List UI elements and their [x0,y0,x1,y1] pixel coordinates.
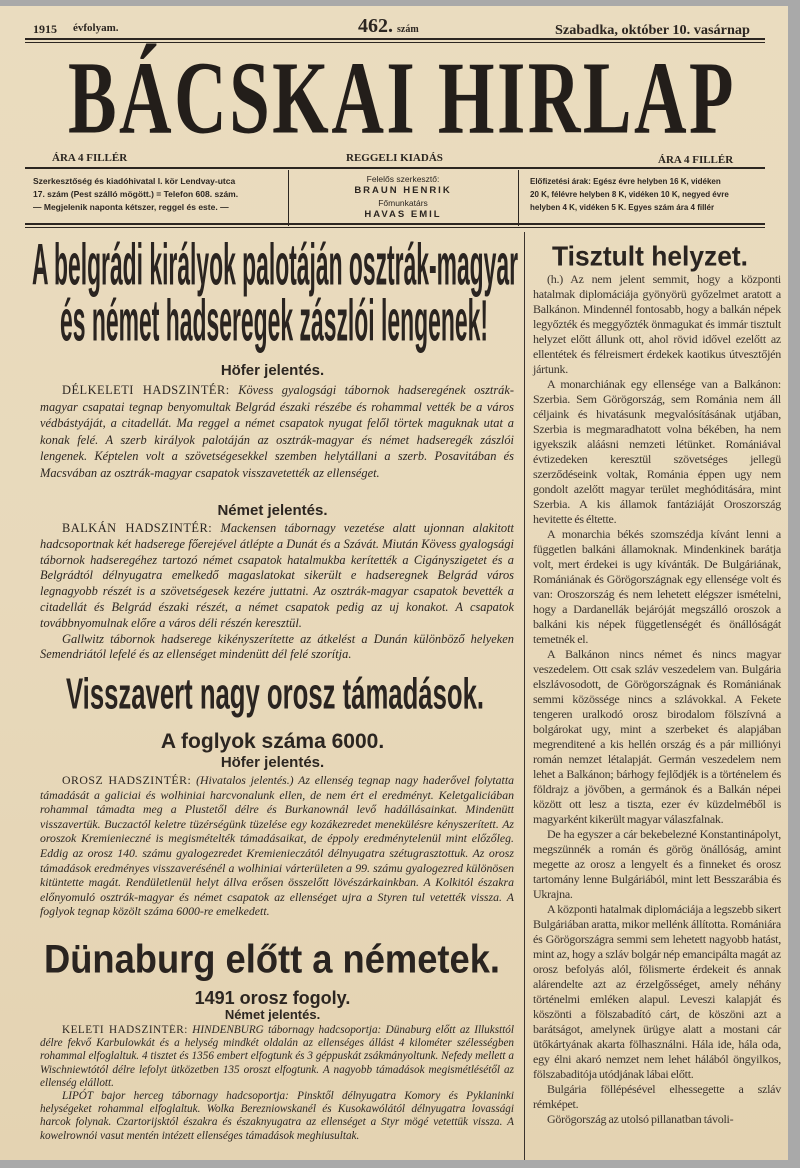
coworker-name: HAVAS EMIL [364,209,442,220]
issue-number: 462. [358,15,393,37]
editorial-paragraph: A monarchia békés szomszédja kívánt lenni a független balkáni államoknak. Mindenkinek barátja volt, mert érdekei is ugy kívánták. De Bulgáriának, Romániának és Görögországnak egy ellensége volt és van: Oroszország és nem lehetett elégszer ismételni, hogy a Dardanellák bejáróját megszálló oroszok a balkáni kis népek függetlenségét és önállóságát temetnék el. [533,527,781,646]
volume-label: évfolyam. [73,22,119,34]
report-1-lead: DÉLKELETI HADSZINTÉR: [62,383,230,397]
report-2-body [40,521,514,661]
office-line: — Megjelenik naponta kétszer, reggel és este. — [33,202,229,212]
editor-name: BRAUN HENRIK [354,185,452,196]
report-3-text: (Hivatalos jelentés.) Az ellenség tegnap nagy haderővel folytatta támadását a galiciai és wolhiniai harcvonalunk ellen, de nem ért el eredményt. Keletgaliciában rohammal támadta meg a Plustetől délre és Burkanownál levő hadállásainkat. Mindenütt visszavertük. Buczactól keletre tüzérségünk tüzelése egy kozákezredet menekülésre kényszerített. Az oroszok Kremienieczné is megismételték támadásaikat, de éppoly eredménytelenül mint előzőleg. Eddig az orosz 140. számu gyalogezredet Kremienieczától délnyugatra szétugrasztottuk. Az orosz támadások eredményes visszaverésénél a wolhiniai várterületen a 99. számu gyalogezred különösen kitüntette magát. Rendületlenül helyt állva erősen összelőtt lövészárkainkban. A Kolkitól északra előnyomuló osztrák-magyar és német csapatok az ellenséget ujra a Styren tul vetették vissza. A foglyok tegnap közölt száma 6000-re emelkedett. [40,773,514,919]
subscription-line: helyben 4 K, vidéken 5 K. Egyes szám ára 4 fillér [530,203,715,212]
divider [25,223,765,225]
report-3-lead: OROSZ HADSZINTÉR: [62,773,192,787]
report-4-title: Német jelentés. [224,1007,321,1022]
divider [25,227,765,228]
headline-4: Dünaburg előtt a németek. [44,937,500,983]
main-headline-line-2: és német hadseregek zászlói lengenek! [60,288,488,353]
issue-date: Szabadka, október 10. vasárnap [555,23,750,38]
report-2-lead: BALKÁN HADSZINTÉR: [62,521,213,535]
report-3-body [40,773,514,935]
subscription-line: Előfizetési árak: Egész évre helyben 16 K, vidéken [530,177,721,186]
report-4-body [40,1024,514,1160]
office-line: Szerkesztőség és kiadóhivatal I. kör Lendvay-utca [33,176,236,186]
headline-wrap [552,239,748,273]
price-right: ÁRA 4 FILLÉR [658,154,734,166]
headline-3: Visszavert nagy orosz támadások. [66,669,484,719]
date-wrap [555,21,750,39]
headline-wrap [44,937,521,983]
report-1-text: Kövess gyalogsági tábornok hadseregének osztrák-magyar csapatai tegnap benyomultak Belgrád északi részébe és rohammal vették be a város védbástyáját, a citadellát. Ma reggel a német csapatok nyugat felől törtek maguknak utat a konak felé. A szerb királyok palotáján az osztrák-magyar és német hadseregék zászlói lengenek. Képtelen volt a szövetségesekkel szemben helytállani a szerb. Posavitában és Macsvában az osztrák-magyar csapatok visszavetették az ellenséget. [40,383,514,480]
editorial-paragraph: Bulgária föllépésével elhessegette a szláv rémképet. [533,1082,781,1111]
subscription-info [530,175,766,214]
office-line: 17. szám (Pest szálló mögött.) = Telefon 608. szám. [33,189,239,199]
masthead-wrap [68,39,788,164]
year: 1915 [33,22,57,36]
editorial-paragraph: A központi hatalmak diplomáciája a legszebb sikert Bulgáriában aratta, mikor mellénk állította. Romániára és Görögországra semmi sem lehetett nagyobb hatást, mint az, hogy a szláv bolgár nép emancipálta magát az orosz befolyás alól, fölismerte érdekeit és annak alárendelte azt az érzelgősséget, amely néhány történelmi emléken alapul. Leveszi kalapját és köszönti a fölszabadító cárt, de köszöni azt a barátságot, amelynek ürügye alatt a mostani cár ütőkártyának akarta fölhasználni. Hála ide, hála oda, egy élni akaró nemzet nem lehet hálából öngyilkos, fölszabaditója utódjának lábai előtt. [533,902,781,1081]
report-2-title: Német jelentés. [217,502,328,519]
subscription-line: 20 K, félévre helyben 8 K, vidéken 10 K, negyed évre [530,190,729,199]
editors-info [290,173,516,221]
divider [288,170,289,226]
issue-label: szám [397,24,419,35]
report-3-title: Höfer jelentés. [220,754,325,771]
office-info [33,175,285,214]
editorial-paragraph: De ha egyszer a cár bekebelezné Konstantinápolyt, megszünnék a román és görög önállóság, amint megette az orosz a lengyelt és a finneket és orosz tartomány lenne Bulgáriából, mint lett Besszarábia és Ukrajna. [533,827,781,901]
edition-label: REGGELI KIADÁS [346,152,443,164]
report-2-text: Mackensen tábornagy vezetése alatt ujonnan alakitott hadcsoportnak két hadserege főerejével átlépte a Dunát és a Szávát. Miután Kövess gyalogsági tábornok hadseregéhez tartozó német csapatok hatalmukba kerítették a Cigányszigetet és a Belgrádtól délnyugatra emelkedő magaslatokat sikerült e hadseregnek Belgrád város legnagyobb részét is a szövetségesek kezére juttatni. Az osztrák-magyar csapatok bevették a citadellát és Belgrád északi részét, a német csapatok pedig az uj konakot. A csapatok továbbnyomulnak előre a város déli részén keresztül. [40,521,514,630]
report-1-title: Höfer jelentés. [220,362,325,379]
divider [518,170,519,226]
newspaper-page [0,6,788,1160]
main-headline-line-1: A belgrádi királyok palotáján osztrák-magyar [32,232,518,297]
report-2-text-b: Gallwitz tábornok hadserege kikényszerítette az átkelést a Dunán különböző helyeken Semendriától lefelé és az ellenséget mindenütt dél felé szorítja. [40,631,514,661]
editorial-paragraph: A Balkánon nincs német és nincs magyar veszedelem. Ott csak szláv veszedelem van. Bulgária elszlávosodott, de Görögországnak és Romániának semmi közössége nincs a szlávokkal. A Fekete tengeren uralkodó orosz birodalom fölszívná a bolgárokat ugy, mint a szerbeket és alapjában megrenditené a kis hellén ország és a pár milliónyi román nemzet létalapját. Germán veszedelem nem lehet a Balkánon; bárhogy fejlődjék is a történelem és földrajz a jövőben, a germánok és a Balkán népei között ott lesz a tiszta, ezer év küzdelméből is magyarként kikerült magyar válaszfalnak. [533,647,781,826]
divider [25,167,765,169]
editor-label: Felelős szerkesztő: [366,174,440,184]
editorial-paragraph: A monarchiának egy ellensége van a Balkánon: Szerbia. Sem Görögország, sem Románia nem áll céljaink és hivatásunk megvalósításának utjában, Szerbia is megmaradhatott volna békében, ha nem igyekszik aláásni nemzeti létünket. Romániával évtizedeken keresztül szövetséges jellegü szerződéseink voltak, Románia éppen ugy nem gondolt azelőtt magyar terület meghóditására, mint Szerbia. A kis államok fantáziáját Oroszország hevitette és éltette. [533,377,781,526]
editorial-body [533,272,781,1127]
price-left: ÁRA 4 FILLÉR [52,152,128,164]
editorial-paragraph: (h.) Az nem jelent semmit, hogy a központi hatalmak diplomáciája gyönyörü győzelmet aratott a Balkánon. Mindennél fontosabb, hogy a balkán népek legyőzték és meggyőzték önmagukat és immár tisztult helyzet előtt állunk ott, ahol rövid idővel ezelőtt az ellentétek és félreismert érdekek kaotikus útvesztőjén jártunk. [533,272,781,376]
editorial-title: Tisztult helyzet. [552,239,748,273]
report-4-lead: KELETI HADSZINTÉR: [62,1024,188,1036]
report-4-text: HINDENBURG tábornagy hadcsoportja: Dünaburg előtt az Illuksttól délre fekvő Karbulowkát és a helység mindkét oldalán az ellenséges állást 4 kilométer szélességben rohammal elfoglaltuk. 4 tisztet és 1356 embert elfogtunk és 3 géppuskát zsákmányoltunk. Nefedy mellett a Wischniewtótól délre lefolyt ütközetben 135 oroszt elfogtunk. A nagyobb támadások megismétlésétől az ellenség elállott. [40,1024,514,1089]
subheadline-3: A foglyok száma 6000. [160,730,385,753]
editorial-paragraph: Görögország az utolsó pillanatban távoli- [547,1112,734,1126]
subheadline-4: 1491 orosz fogoly. [194,988,351,1008]
masthead-title: BÁCSKAI HIRLAP [68,39,736,156]
report-1-body [40,382,514,500]
coworker-label: Főmunkatárs [378,198,428,208]
report-4-text-b: LIPÓT bajor herceg tábornagy hadcsoportja: Pinsktől délnyugatra Komory és Pyklaninki helységeket rohammal elfoglaltuk. Wolka Berezniowskanél és Kusokawólától délnyugatra lovassági harcok folynak. Czartorijsktól északra és északnyugatra az ellenséget a Styr mögé vetettük vissza. A kowelrownói vasut mentén intézett ellenséges támadások meghiusultak. [40,1090,514,1142]
